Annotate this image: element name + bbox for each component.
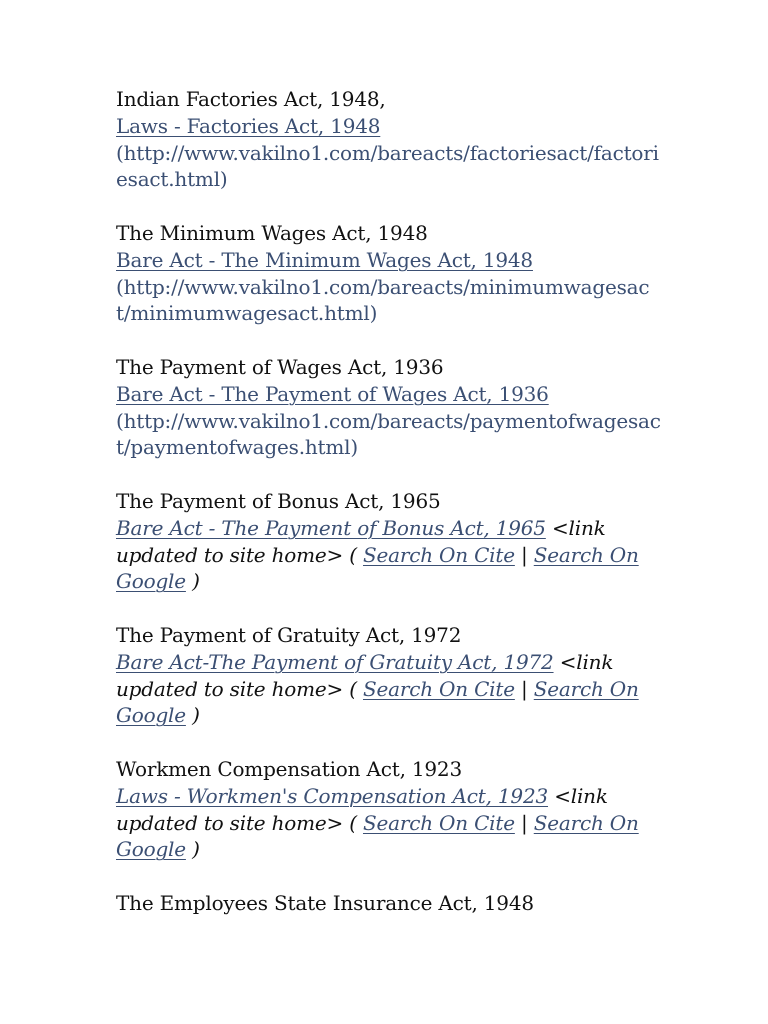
act-link[interactable]: Laws - Factories Act, 1948 [116, 113, 381, 138]
act-title: The Employees State Insurance Act, 1948 [116, 890, 534, 915]
act-entry [116, 756, 661, 863]
close-paren: ) [192, 703, 200, 728]
act-url: (http://www.vakilno1.com/bareacts/factoriesact/factoriesact.html) [116, 140, 659, 192]
act-entry [116, 622, 661, 729]
act-title: Workmen Compensation Act, 1923 [116, 756, 462, 781]
link-separator: | [521, 810, 528, 835]
act-title: The Payment of Gratuity Act, 1972 [116, 622, 462, 647]
search-on-google-link[interactable]: Search On Google [116, 542, 639, 594]
act-title: Indian Factories Act, 1948, [116, 87, 386, 111]
act-entry [116, 488, 661, 595]
act-link-block [116, 649, 661, 729]
act-entry [116, 890, 661, 917]
act-link[interactable]: Bare Act - The Payment of Wages Act, 1936 [116, 381, 549, 406]
link-note: <link updated to site home> ( [116, 649, 614, 701]
act-title: The Payment of Wages Act, 1936 [116, 354, 444, 379]
search-on-cite-link[interactable]: Search On Cite [362, 810, 515, 835]
close-paren: ) [192, 569, 200, 594]
act-link[interactable]: Laws - Workmen's Compensation Act, 1923 [116, 783, 549, 808]
search-on-google-link[interactable]: Search On Google [116, 810, 639, 862]
document-page [116, 86, 661, 944]
act-url: (http://www.vakilno1.com/bareacts/minimumwagesact/minimumwagesact.html) [116, 274, 650, 326]
act-link-block [116, 783, 661, 863]
act-title: The Minimum Wages Act, 1948 [116, 220, 428, 245]
act-entry [116, 220, 661, 327]
act-link[interactable]: Bare Act - The Minimum Wages Act, 1948 [116, 247, 533, 272]
act-title: The Payment of Bonus Act, 1965 [116, 488, 441, 513]
act-link[interactable]: Bare Act - The Payment of Bonus Act, 1965 [116, 515, 546, 540]
act-link-block [116, 515, 661, 595]
act-entry [116, 354, 661, 461]
link-separator: | [521, 542, 528, 567]
search-on-cite-link[interactable]: Search On Cite [362, 676, 515, 701]
act-entry [116, 86, 661, 193]
close-paren: ) [192, 837, 200, 862]
act-link[interactable]: Bare Act-The Payment of Gratuity Act, 1972 [116, 649, 554, 674]
link-separator: | [521, 676, 528, 701]
link-note: <link updated to site home> ( [116, 515, 606, 567]
link-note: <link updated to site home> ( [116, 783, 608, 835]
search-on-google-link[interactable]: Search On Google [116, 676, 639, 728]
act-url: (http://www.vakilno1.com/bareacts/paymentofwagesact/paymentofwages.html) [116, 408, 661, 460]
search-on-cite-link[interactable]: Search On Cite [362, 542, 515, 567]
